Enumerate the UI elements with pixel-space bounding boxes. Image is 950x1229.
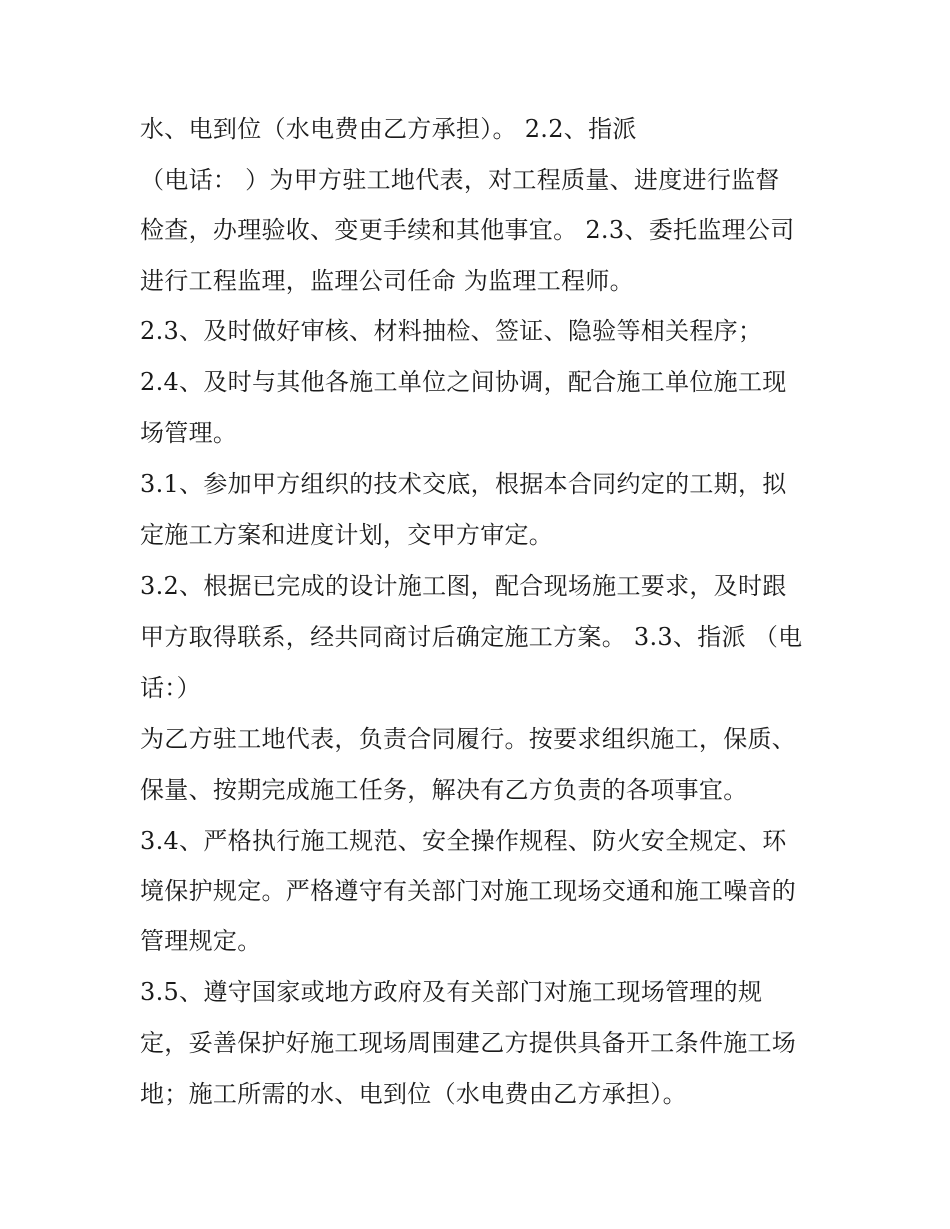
text-line: 3.2、根据已完成的设计施工图，配合现场施工要求，及时跟 [140,572,787,600]
text-line: 定，妥善保护好施工现场周围建乙方提供具备开工条件施工场 [140,1029,797,1057]
text-line: 3.4、严格执行施工规范、安全操作规程、防火安全规定、环 [140,827,787,855]
text-line: 进行工程监理，监理公司任命 为监理工程师。 [140,267,634,295]
text-line: 定施工方案和进度计划，交甲方审定。 [140,521,554,549]
text-line: 地；施工所需的水、电到位（水电费由乙方承担）。 [140,1080,687,1108]
text-line: （电话： ）为甲方驻工地代表，对工程质量、进度进行监督 [140,166,780,194]
text-line: 境保护规定。严格遵守有关部门对施工现场交通和施工噪音的 [140,877,797,905]
text-line: 管理规定。 [140,927,262,955]
text-line: 检查，办理验收、变更手续和其他事宜。 2.3、委托监理公司 [140,216,795,244]
text-line: 3.5、遵守国家或地方政府及有关部门对施工现场管理的规 [140,978,763,1006]
text-line: 为乙方驻工地代表，负责合同履行。按要求组织施工，保质、 [140,725,797,753]
text-line: 2.4、及时与其他各施工单位之间协调，配合施工单位施工现 [140,368,787,396]
text-line: 话：） [140,674,201,702]
text-line: 甲方取得联系，经共同商讨后确定施工方案。 3.3、指派 （电 [140,623,803,651]
text-line: 水、电到位（水电费由乙方承担）。 2.2、指派 [140,115,637,143]
text-line: 2.3、及时做好审核、材料抽检、签证、隐验等相关程序； [140,317,763,345]
text-line: 保量、按期完成施工任务，解决有乙方负责的各项事宜。 [140,776,748,804]
text-line: 场管理。 [140,419,238,447]
text-line: 3.1、参加甲方组织的技术交底，根据本合同约定的工期，拟 [140,470,787,498]
